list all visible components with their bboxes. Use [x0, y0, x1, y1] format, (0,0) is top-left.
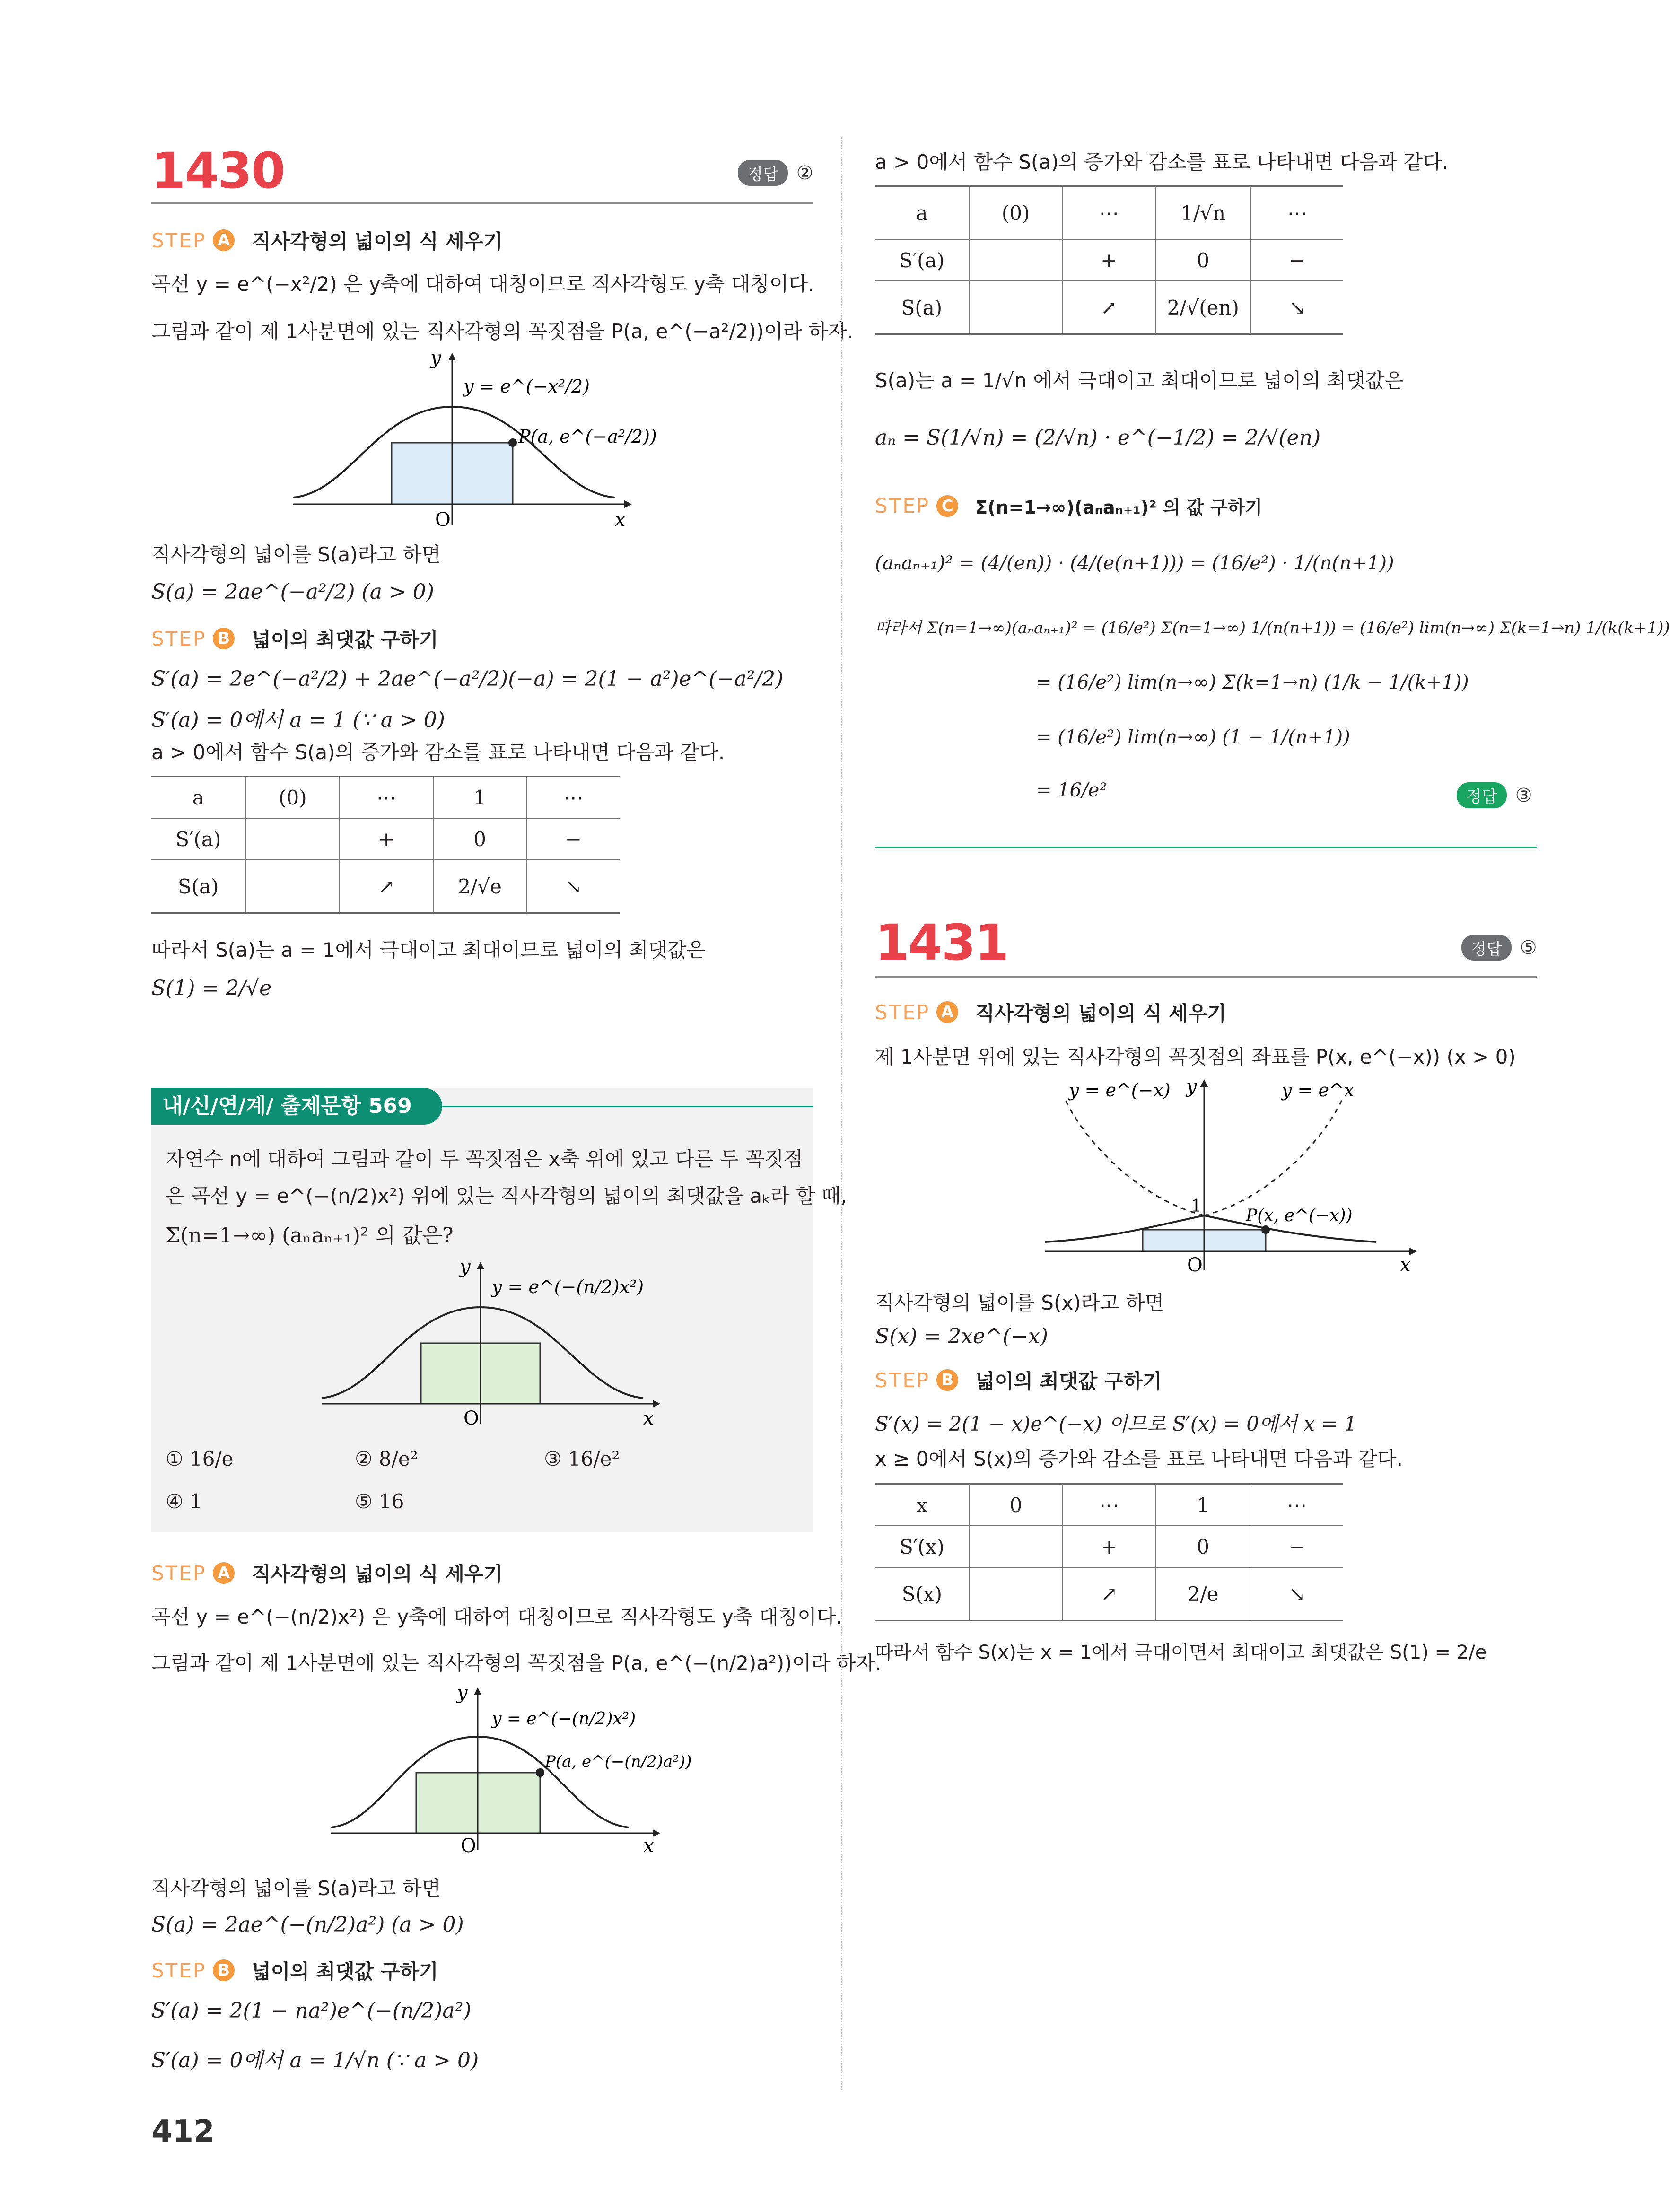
y-label: y [460, 1256, 471, 1278]
table-cell: ⋯ [1251, 186, 1343, 240]
table-cell: 0 [970, 1484, 1063, 1526]
step-tag: STEP [875, 494, 930, 517]
point-p [536, 1768, 544, 1777]
text-line: 직사각형의 넓이를 S(a)라고 하면 [151, 1877, 441, 1900]
math-line: = (16/e²) lim(n→∞) (1 − 1/(n+1)) [1036, 726, 1350, 748]
table-cell: − [527, 818, 620, 860]
table-cell: ↗ [1063, 281, 1155, 334]
math-line: S(x) = 2xe^(−x) [875, 1324, 1048, 1348]
table-cell: − [1250, 1526, 1343, 1567]
divider [151, 202, 813, 204]
text-line: 제 1사분면 위에 있는 직사각형의 꼭짓점의 좌표를 P(x, e^(−x)) (x > 0) [875, 1045, 1516, 1068]
y-axis-arrow [1200, 1079, 1208, 1087]
choice-5[interactable]: ⑤ 16 [355, 1490, 404, 1513]
math-line: 따라서 Σ(n=1→∞)(aₙaₙ₊₁)² = (16/e²) Σ(n=1→∞) 1/(n(n+1)) = (16/e²) lim(n→∞) Σ(k=1→n) 1/(k(k+1)) [875, 619, 1670, 638]
problem-number-1430: 1430 [151, 142, 285, 200]
answer-badge: 정답 [738, 160, 788, 186]
page-number: 412 [151, 2114, 215, 2149]
table-cell [969, 239, 1063, 281]
step-tag: STEP [151, 627, 207, 650]
graph-1430 [284, 347, 657, 531]
x-label: x [615, 509, 626, 531]
text-line: 직사각형의 넓이를 S(a)라고 하면 [151, 543, 441, 566]
table-cell: ⋯ [340, 777, 433, 819]
step-letter-c: C [936, 495, 958, 517]
step-title: 넓이의 최댓값 구하기 [975, 1370, 1162, 1393]
graph-1431 [1036, 1074, 1424, 1276]
y-label: y [1186, 1075, 1197, 1097]
table-cell: + [340, 818, 433, 860]
y-axis-arrow [477, 1262, 484, 1269]
table-cell: + [1062, 1526, 1156, 1567]
table-cell: ↗ [1062, 1567, 1156, 1621]
table-cell: ⋯ [1062, 1484, 1156, 1526]
related-header: 내/신/연/계/ 출제문항 569 [151, 1088, 442, 1125]
origin-label: O [435, 509, 451, 531]
divider [875, 976, 1537, 978]
table-cell: − [1251, 239, 1343, 281]
origin-label: O [461, 1835, 476, 1857]
text-line: 그림과 같이 제 1사분면에 있는 직사각형의 꼭짓점을 P(a, e^(−a²/2))이라 하자. [151, 320, 854, 343]
table-cell: a [151, 777, 246, 819]
x-label: x [643, 1835, 654, 1857]
answer-1431 [1461, 935, 1537, 961]
choice-3[interactable]: ③ 16/e² [544, 1447, 620, 1470]
point-label: P(x, e^(−x)) [1246, 1206, 1353, 1225]
right-curve-label: y = e^x [1282, 1080, 1355, 1101]
table-cell: 1 [1156, 1484, 1250, 1526]
text-line: 곡선 y = e^(−(n/2)x²) 은 y축에 대하여 대칭이므로 직사각형도 y축 대칭이다. [151, 1605, 842, 1628]
related-header-line [442, 1106, 813, 1107]
point-p [508, 438, 517, 447]
table-cell: + [1063, 239, 1155, 281]
math-line: (aₙaₙ₊₁)² = (4/(en)) · (4/(e(n+1))) = (16/e²) · 1/(n(n+1)) [875, 552, 1394, 574]
step-letter-b: B [936, 1369, 958, 1391]
table-cell: 1 [433, 777, 527, 819]
curve-label: y = e^(−(n/2)x²) [492, 1709, 636, 1729]
table-cell: (0) [969, 186, 1063, 240]
step-a-1431 [875, 998, 1226, 1026]
x-axis-arrow [624, 500, 632, 508]
increase-decrease-table-1430 [151, 776, 620, 914]
question-line: Σ(n=1→∞) (aₙaₙ₊₁)² 의 값은? [166, 1224, 454, 1248]
column-divider [841, 137, 842, 2090]
answer-badge: 정답 [1457, 782, 1507, 808]
table-cell: ↗ [340, 860, 433, 913]
table-cell: S(x) [875, 1567, 970, 1621]
answer-value: ⑤ [1520, 936, 1537, 959]
curve-label: y = e^(−x²/2) [463, 376, 590, 397]
step-letter-a: A [213, 1562, 235, 1584]
table-cell: S′(a) [875, 239, 969, 281]
text-line: 곡선 y = e^(−x²/2) 은 y축에 대하여 대칭이므로 직사각형도 y축 대칭이다. [151, 272, 814, 296]
text-line: a > 0에서 함수 S(a)의 증가와 감소를 표로 나타내면 다음과 같다. [151, 741, 725, 764]
math-line: S′(a) = 2(1 − na²)e^(−(n/2)a²) [151, 1999, 472, 2023]
step-tag: STEP [875, 1368, 930, 1392]
table-cell [246, 860, 340, 913]
curve-label: y = e^(−(n/2)x²) [492, 1276, 644, 1297]
step-a-1430 [151, 226, 503, 254]
step-letter-a: A [936, 1001, 958, 1023]
step-tag: STEP [151, 1958, 207, 1982]
answer-value: ② [796, 162, 813, 184]
x-label: x [1400, 1254, 1411, 1276]
table-cell [970, 1526, 1063, 1567]
table-cell [970, 1567, 1063, 1621]
point-label: P(a, e^(−(n/2)a²)) [545, 1752, 692, 1771]
related-graph [312, 1258, 672, 1428]
table-cell: 0 [1155, 239, 1251, 281]
step-c-569 [875, 493, 1262, 519]
table-cell: 2/√(en) [1155, 281, 1251, 334]
choice-1[interactable]: ① 16/e [166, 1447, 234, 1470]
y-axis-arrow [448, 353, 456, 360]
table-cell: S(a) [151, 860, 246, 913]
step-tag: STEP [875, 1000, 930, 1024]
text-line: a > 0에서 함수 S(a)의 증가와 감소를 표로 나타내면 다음과 같다. [875, 150, 1449, 174]
step-b-569 [151, 1956, 438, 1985]
table-cell: ⋯ [1250, 1484, 1343, 1526]
table-cell: x [875, 1484, 970, 1526]
table-cell: ↘ [527, 860, 620, 913]
section-separator [875, 847, 1537, 848]
step-b-1430 [151, 624, 438, 653]
related-problem-box [151, 1088, 847, 1532]
question-line: 자연수 n에 대하여 그림과 같이 두 꼭짓점은 x축 위에 있고 다른 두 꼭짓점 [166, 1147, 803, 1171]
y-axis-arrow [474, 1687, 481, 1695]
table-cell: 0 [433, 818, 527, 860]
step-letter-b: B [213, 1959, 235, 1981]
table-cell: ↘ [1250, 1567, 1343, 1621]
y-label: y [457, 1682, 468, 1704]
answer-value: ③ [1515, 784, 1532, 806]
step-title: Σ(n=1→∞)(aₙaₙ₊₁)² 의 값 구하기 [975, 497, 1262, 518]
text-line: 직사각형의 넓이를 S(x)라고 하면 [875, 1291, 1164, 1314]
left-curve-label: y = e^(−x) [1069, 1080, 1171, 1101]
increase-decrease-table-1431 [875, 1483, 1343, 1621]
origin-label: O [463, 1408, 479, 1429]
step-title: 직사각형의 넓이의 식 세우기 [252, 1563, 503, 1586]
step-b-1431 [875, 1366, 1162, 1394]
increase-decrease-table-569 [875, 185, 1343, 335]
math-line: S′(a) = 0에서 a = 1/√n (∵ a > 0) [151, 2048, 479, 2072]
text-line: S(a)는 a = 1/√n 에서 극대이고 최대이므로 넓이의 최댓값은 [875, 369, 1404, 392]
x-label: x [643, 1408, 654, 1429]
choice-2[interactable]: ② 8/e² [355, 1447, 418, 1470]
math-line: aₙ = S(1/√n) = (2/√n) · e^(−1/2) = 2/√(en) [875, 426, 1321, 450]
math-line: S′(x) = 2(1 − x)e^(−x) 이므로 S′(x) = 0에서 x = 1 [875, 1412, 1357, 1435]
answer-569 [1457, 782, 1532, 808]
final-value-1430: S(1) = 2/√e [151, 976, 272, 1000]
answer-1430 [738, 160, 813, 186]
step-letter-a: A [213, 229, 235, 251]
step-title: 직사각형의 넓이의 식 세우기 [252, 230, 503, 253]
x-axis-arrow [653, 1400, 660, 1408]
step-tag: STEP [151, 1561, 207, 1585]
exp-neg-x-dashed [1064, 1097, 1204, 1215]
table-cell: 1/√n [1155, 186, 1251, 240]
step-a-569 [151, 1559, 503, 1587]
math-line: = 16/e² [1036, 779, 1107, 801]
step-title: 넓이의 최댓값 구하기 [252, 628, 438, 651]
one-label: 1 [1191, 1197, 1202, 1216]
math-line: S′(a) = 2e^(−a²/2) + 2ae^(−a²/2)(−a) = 2(1 − a²)e^(−a²/2) [151, 667, 784, 691]
table-cell: ⋯ [527, 777, 620, 819]
table-cell: 2/√e [433, 860, 527, 913]
step-tag: STEP [151, 228, 207, 252]
table-cell: 2/e [1156, 1567, 1250, 1621]
text-line: 그림과 같이 제 1사분면에 있는 직사각형의 꼭짓점을 P(a, e^(−(n/2)a²))이라 하자. [151, 1652, 882, 1675]
problem-number-1431: 1431 [875, 914, 1008, 971]
question-line: 은 곡선 y = e^(−(n/2)x²) 위에 있는 직사각형의 넓이의 최댓값을 aₖ라 할 때, [166, 1184, 847, 1207]
graph-569 [322, 1682, 692, 1857]
text-line: 따라서 함수 S(x)는 x = 1에서 극대이면서 최대이고 최댓값은 S(1) = 2/e [875, 1642, 1487, 1663]
point-p [1261, 1225, 1270, 1234]
table-cell: ⋯ [1063, 186, 1155, 240]
text-line: 따라서 S(a)는 a = 1에서 극대이고 최대이므로 넓이의 최댓값은 [151, 938, 706, 962]
table-cell: S(a) [875, 281, 969, 334]
y-label: y [430, 347, 441, 369]
choice-4[interactable]: ④ 1 [166, 1490, 202, 1513]
table-cell: a [875, 186, 969, 240]
math-line: S′(a) = 0에서 a = 1 (∵ a > 0) [151, 708, 445, 732]
table-cell: (0) [246, 777, 340, 819]
math-line: S(a) = 2ae^(−a²/2) (a > 0) [151, 580, 434, 604]
math-line: = (16/e²) lim(n→∞) Σ(k=1→n) (1/k − 1/(k+1)) [1036, 672, 1469, 693]
table-cell: S′(x) [875, 1526, 970, 1567]
table-cell: ↘ [1251, 281, 1343, 334]
math-line: S(a) = 2ae^(−(n/2)a²) (a > 0) [151, 1913, 464, 1937]
text-line: x ≥ 0에서 S(x)의 증가와 감소를 표로 나타내면 다음과 같다. [875, 1447, 1403, 1470]
point-label: P(a, e^(−a²/2)) [518, 426, 657, 447]
table-cell: 0 [1156, 1526, 1250, 1567]
step-letter-b: B [213, 628, 235, 649]
step-title: 직사각형의 넓이의 식 세우기 [975, 1002, 1226, 1025]
table-cell [969, 281, 1063, 334]
exp-x-dashed [1204, 1097, 1343, 1215]
step-title: 넓이의 최댓값 구하기 [252, 1960, 438, 1983]
table-cell: S′(a) [151, 818, 246, 860]
answer-badge: 정답 [1461, 935, 1512, 961]
table-cell [246, 818, 340, 860]
origin-label: O [1187, 1254, 1203, 1276]
